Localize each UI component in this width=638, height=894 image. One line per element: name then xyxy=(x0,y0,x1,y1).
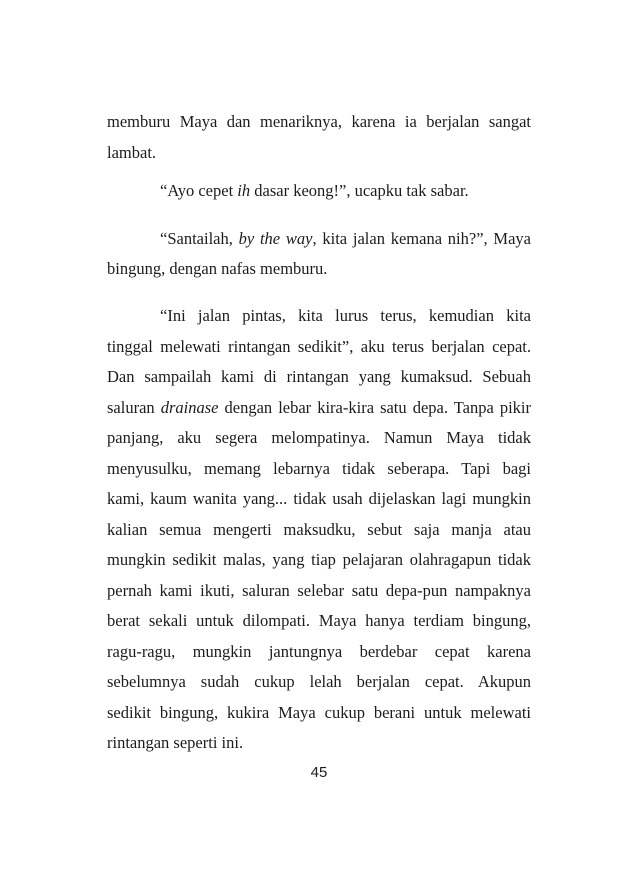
text-line xyxy=(107,698,531,729)
text-segment: memburu Maya dan menariknya, karena ia berjalan sangat xyxy=(107,112,531,131)
text-line xyxy=(107,393,531,424)
text-segment: rintangan seperti ini. xyxy=(107,733,244,752)
text-line xyxy=(107,423,531,454)
text-segment: ragu-ragu, mungkin jantungnya berdebar cepat karena xyxy=(107,641,531,661)
text-segment: dasar keong!”, ucapku tak sabar. xyxy=(250,180,469,200)
text-segment: sedikit bingung, kukira Maya cukup berani untuk melewati xyxy=(107,702,531,722)
body-text xyxy=(107,107,531,759)
text-line xyxy=(107,301,531,332)
text-line xyxy=(107,138,531,169)
text-line xyxy=(107,176,531,207)
text-segment: menyusulku, memang lebarnya tidak seberapa. Tapi bagi xyxy=(107,458,531,478)
text-line xyxy=(107,606,531,637)
text-segment: “Ayo cepet xyxy=(160,180,238,200)
text-line xyxy=(107,637,531,668)
text-line xyxy=(107,667,531,698)
text-segment: saluran xyxy=(107,397,161,417)
text-segment: panjang, aku segera melompatinya. Namun Maya tidak xyxy=(107,428,531,447)
text-line xyxy=(107,107,531,138)
italic-text: by the way xyxy=(238,228,313,248)
text-line xyxy=(107,576,531,607)
text-segment: bingung, dengan nafas memburu. xyxy=(107,259,328,278)
text-line xyxy=(107,545,531,576)
text-segment: berat sekali untuk dilompati. Maya hanya terdiam bingung, xyxy=(107,611,531,630)
text-segment: lambat. xyxy=(107,142,157,162)
text-line xyxy=(107,454,531,485)
text-line xyxy=(107,515,531,546)
text-segment: “Ini jalan pintas, kita lurus terus, kemudian kita xyxy=(160,306,531,325)
italic-text: ih xyxy=(237,180,251,200)
text-line xyxy=(107,362,531,393)
text-line xyxy=(107,332,531,363)
text-segment: pernah kami ikuti, saluran selebar satu depa-pun nampaknya xyxy=(107,580,531,600)
paragraph xyxy=(107,224,531,285)
text-segment: dengan lebar kira-kira satu depa. Tanpa pikir xyxy=(218,397,531,417)
italic-text: drainase xyxy=(160,397,219,417)
text-line xyxy=(107,224,531,255)
text-segment: mungkin sedikit malas, yang tiap pelajaran olahragapun tidak xyxy=(107,550,531,569)
text-segment: tinggal melewati rintangan sedikit”, aku terus berjalan cepat. xyxy=(107,336,531,356)
text-segment: kalian semua mengerti maksudku, sebut saja manja atau xyxy=(107,519,531,539)
text-line xyxy=(107,484,531,515)
text-segment: “Santailah, xyxy=(160,228,239,248)
text-line xyxy=(107,254,531,285)
text-segment: kami, kaum wanita yang... tidak usah dijelaskan lagi mungkin xyxy=(107,489,531,508)
paragraph xyxy=(107,176,531,207)
text-line xyxy=(107,728,531,759)
text-segment: sebelumnya sudah cukup lelah berjalan cepat. Akupun xyxy=(107,672,531,691)
text-segment: , kita jalan kemana nih?”, Maya xyxy=(312,228,531,248)
paragraph xyxy=(107,301,531,759)
paragraph xyxy=(107,107,531,168)
text-segment: Dan sampailah kami di rintangan yang kumaksud. Sebuah xyxy=(107,367,531,386)
page-number: 45 xyxy=(310,764,328,781)
